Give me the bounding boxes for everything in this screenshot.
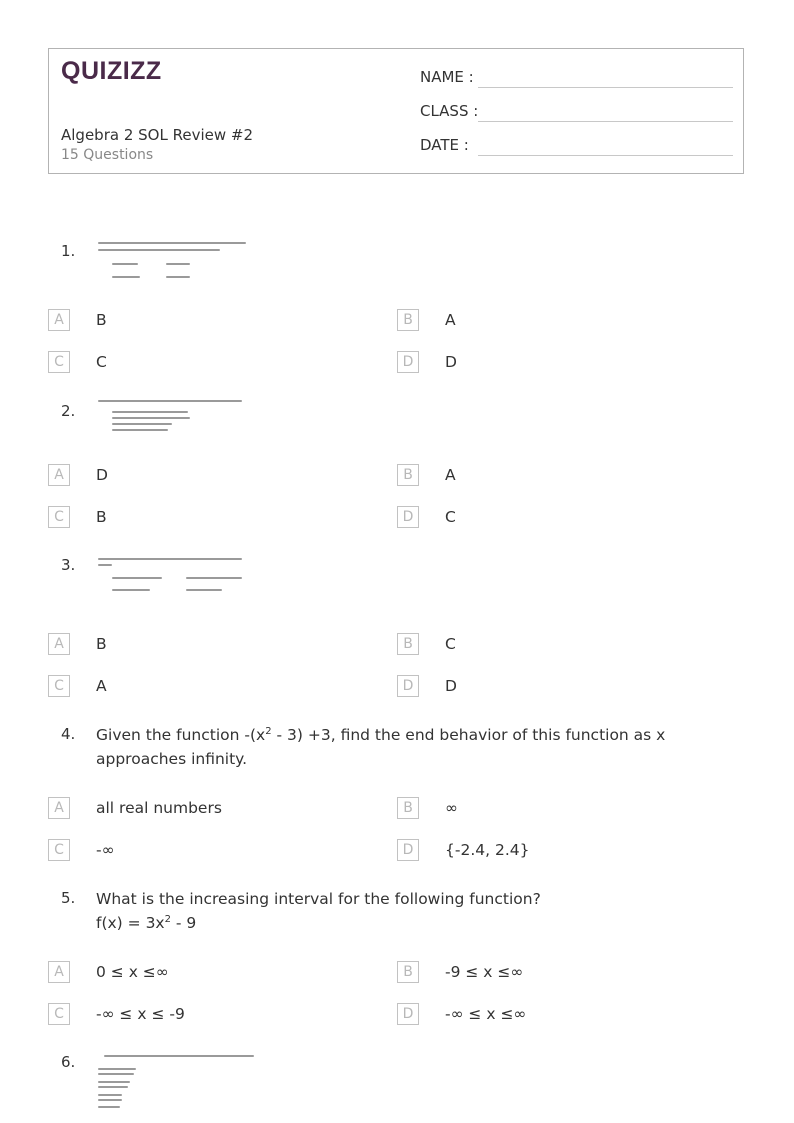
option-letter-box[interactable]: C bbox=[48, 1003, 70, 1025]
class-label: CLASS : bbox=[420, 102, 479, 120]
option-text: {-2.4, 2.4} bbox=[445, 841, 530, 859]
question-count: 15 Questions bbox=[61, 147, 154, 163]
name-line bbox=[478, 87, 733, 88]
option-letter-box[interactable]: C bbox=[48, 506, 70, 528]
worksheet-title: Algebra 2 SOL Review #2 bbox=[61, 126, 253, 144]
option-text: -∞ bbox=[96, 841, 115, 859]
option-text: -∞ ≤ x ≤ -9 bbox=[96, 1005, 185, 1023]
date-label: DATE : bbox=[420, 136, 469, 154]
question-image bbox=[98, 1055, 258, 1111]
date-field[interactable] bbox=[420, 134, 733, 158]
option-text: 0 ≤ x ≤∞ bbox=[96, 963, 169, 981]
option-text: ∞ bbox=[445, 799, 458, 817]
question-number: 6. bbox=[61, 1053, 76, 1071]
worksheet-header bbox=[48, 48, 744, 174]
option-text: B bbox=[96, 311, 107, 329]
question-number: 2. bbox=[61, 402, 76, 420]
option-text: C bbox=[445, 635, 456, 653]
option-text: all real numbers bbox=[96, 799, 222, 817]
option-letter-box[interactable]: B bbox=[397, 797, 419, 819]
option-text: A bbox=[445, 466, 456, 484]
name-label: NAME : bbox=[420, 68, 474, 86]
question-image bbox=[98, 400, 248, 436]
option-letter-box[interactable]: C bbox=[48, 839, 70, 861]
quizizz-logo: QUIZIZZ bbox=[61, 57, 162, 85]
option-letter-box[interactable]: D bbox=[397, 506, 419, 528]
question-number: 1. bbox=[61, 242, 76, 260]
class-line bbox=[478, 121, 733, 122]
option-text: D bbox=[445, 677, 457, 695]
question-text: Given the function $-(x^2 - 3) +3$, find the end behavior of this function as x approaches infinity. bbox=[96, 725, 666, 768]
option-text: A bbox=[96, 677, 107, 695]
option-letter-box[interactable]: D bbox=[397, 351, 419, 373]
name-field[interactable] bbox=[420, 66, 733, 90]
option-letter-box[interactable]: D bbox=[397, 839, 419, 861]
question-number: 5. bbox=[61, 889, 76, 907]
option-text: A bbox=[445, 311, 456, 329]
option-letter-box[interactable]: D bbox=[397, 1003, 419, 1025]
option-text: D bbox=[96, 466, 108, 484]
date-line bbox=[478, 155, 733, 156]
option-letter-box[interactable]: A bbox=[48, 464, 70, 486]
question-text: What is the increasing interval for the following function? $f(x) = 3x^2 - 9$ bbox=[96, 890, 541, 932]
option-letter-box[interactable]: C bbox=[48, 675, 70, 697]
question-image bbox=[98, 558, 248, 596]
class-field[interactable] bbox=[420, 100, 733, 124]
option-letter-box[interactable]: B bbox=[397, 309, 419, 331]
option-text: B bbox=[96, 508, 107, 526]
option-text: B bbox=[96, 635, 107, 653]
question-image bbox=[98, 242, 258, 284]
option-letter-box[interactable]: B bbox=[397, 633, 419, 655]
question-number: 3. bbox=[61, 556, 76, 574]
option-text: C bbox=[445, 508, 456, 526]
question-number: 4. bbox=[61, 725, 76, 743]
option-letter-box[interactable]: A bbox=[48, 961, 70, 983]
option-letter-box[interactable]: B bbox=[397, 961, 419, 983]
option-letter-box[interactable]: A bbox=[48, 633, 70, 655]
option-letter-box[interactable]: B bbox=[397, 464, 419, 486]
option-letter-box[interactable]: A bbox=[48, 309, 70, 331]
option-letter-box[interactable]: A bbox=[48, 797, 70, 819]
option-text: -∞ ≤ x ≤∞ bbox=[445, 1005, 527, 1023]
option-letter-box[interactable]: C bbox=[48, 351, 70, 373]
option-text: -9 ≤ x ≤∞ bbox=[445, 963, 524, 981]
option-text: C bbox=[96, 353, 107, 371]
option-letter-box[interactable]: D bbox=[397, 675, 419, 697]
option-text: D bbox=[445, 353, 457, 371]
